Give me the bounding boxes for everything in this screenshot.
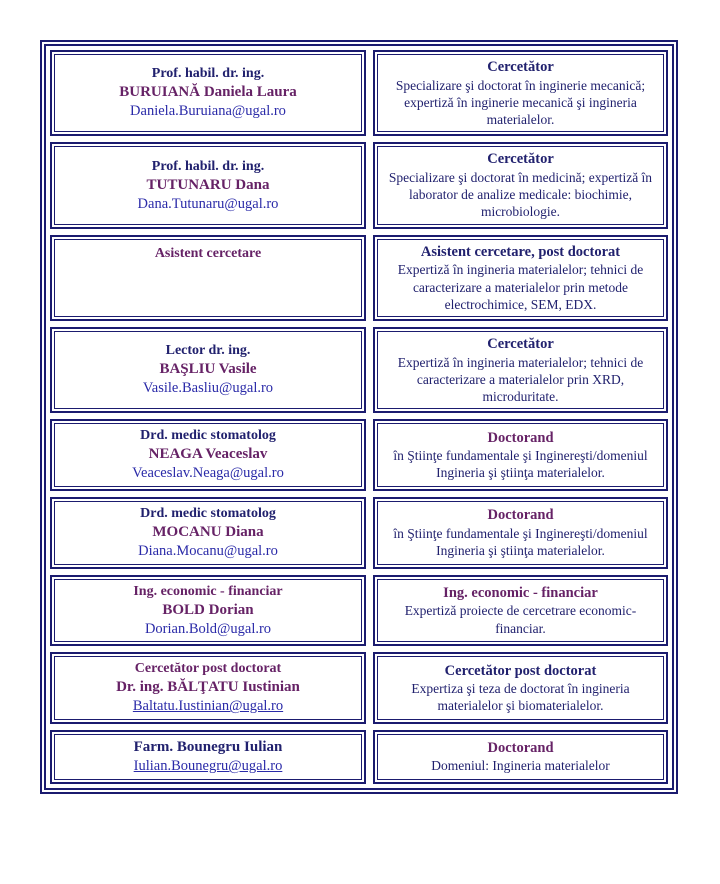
member-email: Diana.Mocanu@ugal.ro bbox=[138, 543, 278, 560]
table-row bbox=[50, 575, 668, 647]
member-cell bbox=[50, 419, 366, 491]
table-row bbox=[50, 50, 668, 136]
member-title: Ing. economic - financiar bbox=[133, 583, 283, 599]
member-title: Prof. habil. dr. ing. bbox=[151, 66, 265, 82]
staff-table-frame bbox=[40, 40, 678, 794]
member-title: Cercetător post doctorat bbox=[134, 661, 282, 677]
table-row bbox=[50, 497, 668, 569]
member-name: BURUIANĂ Daniela Laura bbox=[119, 84, 297, 101]
role-title: Ing. economic - financiar bbox=[443, 584, 598, 601]
table-row bbox=[50, 142, 668, 228]
role-description: Specializare şi doctorat în inginerie mecanică; expertiză în inginerie mecanică şi ingineria materialelor. bbox=[395, 77, 646, 128]
email-link[interactable]: Baltatu.Iustinian@ugal.ro bbox=[132, 698, 284, 715]
role-title: Cercetător bbox=[487, 59, 554, 75]
table-row bbox=[50, 652, 668, 724]
table-row bbox=[50, 730, 668, 784]
role-description: în Ştiinţe fundamentale şi Inginereşti/domeniul Ingineria şi ştiinţa materialelor. bbox=[393, 448, 648, 481]
member-cell bbox=[50, 497, 366, 569]
table-row bbox=[50, 327, 668, 413]
role-title: Doctorand bbox=[487, 739, 554, 756]
member-title: Prof. habil. dr. ing. bbox=[151, 158, 265, 174]
member-name: NEAGA Veaceslav bbox=[148, 446, 268, 463]
member-cell bbox=[50, 730, 366, 784]
role-cell bbox=[373, 327, 668, 413]
role-description: Expertiza şi teza de doctorat în ingineria materialelor şi biomaterialelor. bbox=[411, 681, 630, 714]
role-cell bbox=[373, 50, 668, 136]
role-title: Doctorand bbox=[487, 507, 554, 524]
role-title: Cercetător bbox=[487, 151, 554, 168]
role-cell bbox=[373, 235, 668, 321]
role-description: Expertiză în ingineria materialelor; tehnici de caracterizare a materialelor prin metode electrochimice, SEM, EDX. bbox=[397, 262, 644, 312]
member-title: Asistent cercetare bbox=[154, 245, 262, 261]
role-cell bbox=[373, 419, 668, 491]
role-description: Expertiză în ingineria materialelor; tehnici de caracterizare a materialelor prin XRD, microduritate. bbox=[397, 354, 644, 405]
staff-table bbox=[44, 44, 674, 790]
member-name: Farm. Bounegru Iulian bbox=[133, 738, 283, 755]
member-cell bbox=[50, 327, 366, 413]
member-cell bbox=[50, 652, 366, 724]
role-cell bbox=[373, 142, 668, 228]
email-link[interactable]: Iulian.Bounegru@ugal.ro bbox=[133, 758, 283, 775]
role-title: Cercetător bbox=[487, 336, 554, 353]
member-name: MOCANU Diana bbox=[152, 523, 264, 540]
table-row bbox=[50, 235, 668, 321]
role-cell bbox=[373, 497, 668, 569]
member-name: BOLD Dorian bbox=[162, 601, 254, 618]
role-cell bbox=[373, 730, 668, 784]
member-name: Dr. ing. BĂLŢATU Iustinian bbox=[116, 679, 300, 696]
role-description: Domeniul: Ingineria materialelor bbox=[431, 758, 610, 774]
member-name: BAŞLIU Vasile bbox=[159, 361, 257, 378]
role-description: Specializare şi doctorat în medicină; expertiză în laborator de analize medicale: biochimie, microbiologie. bbox=[388, 169, 653, 220]
member-email: Dorian.Bold@ugal.ro bbox=[144, 620, 272, 637]
role-description: Expertiză proiecte de cercetrare economic-financiar. bbox=[404, 603, 637, 636]
member-name: TUTUNARU Dana bbox=[146, 176, 270, 193]
member-email: Dana.Tutunaru@ugal.ro bbox=[137, 195, 279, 212]
member-email: Daniela.Buruiana@ugal.ro bbox=[130, 103, 286, 120]
role-cell bbox=[373, 575, 668, 647]
member-cell bbox=[50, 142, 366, 228]
member-email: Veaceslav.Neaga@ugal.ro bbox=[132, 465, 284, 482]
role-cell bbox=[373, 652, 668, 724]
role-title: Asistent cercetare, post doctorat bbox=[420, 243, 621, 260]
member-email: Vasile.Basliu@ugal.ro bbox=[142, 380, 274, 397]
member-title: Drd. medic stomatolog bbox=[140, 428, 276, 444]
member-title: Drd. medic stomatolog bbox=[140, 506, 276, 522]
table-row bbox=[50, 419, 668, 491]
role-title: Doctorand bbox=[487, 429, 554, 446]
role-description: în Ştiinţe fundamentale şi Inginereşti/domeniul Ingineria şi ştiinţa materialelor. bbox=[393, 525, 648, 559]
member-title: Lector dr. ing. bbox=[165, 343, 251, 359]
member-cell bbox=[50, 575, 366, 647]
member-cell bbox=[50, 50, 366, 136]
role-title: Cercetător post doctorat bbox=[444, 662, 597, 679]
member-cell bbox=[50, 235, 366, 321]
